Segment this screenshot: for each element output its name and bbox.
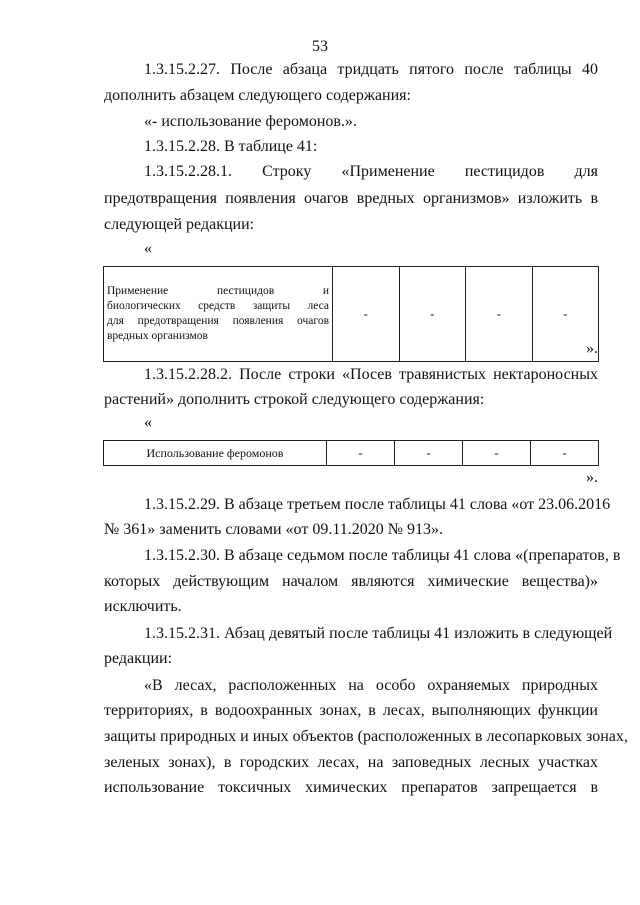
table-cell: -: [466, 267, 533, 362]
table-cell-line: Применение пестицидов и: [107, 285, 329, 297]
table-cell-line: для предотвращения появления очагов: [107, 315, 329, 327]
paragraph-line: зеленых зонах), в городских лесах, на заповедных лесных участках: [104, 754, 598, 771]
table-cell: -: [463, 441, 531, 466]
table-cell: -: [333, 267, 400, 362]
paragraph-line: 1.3.15.2.28.1. Строку «Применение пестицидов для: [144, 163, 598, 180]
table-row-pheromones: [103, 440, 599, 466]
paragraph-line: 1.3.15.2.28. В таблице 41:: [144, 138, 318, 155]
table-cell: -: [399, 267, 466, 362]
close-quote: ».: [586, 340, 598, 357]
paragraph-line: «- использование феромонов.».: [144, 113, 357, 130]
paragraph-line: предотвращения появления очагов вредных организмов» изложить в: [104, 190, 598, 207]
table-cell-line: вредных организмов: [107, 330, 208, 342]
paragraph-line: использование токсичных химических препаратов запрещается в: [104, 779, 598, 796]
table-cell: -: [532, 267, 599, 362]
paragraph-line: 1.3.15.2.29. В абзаце третьем после таблицы 41 слова «от 23.06.2016: [144, 496, 611, 513]
table-cell-name: Использование феромонов: [104, 441, 327, 466]
paragraph-line: «В лесах, расположенных на особо охраняемых природных: [144, 677, 598, 694]
table-cell: -: [395, 441, 463, 466]
open-quote: «: [144, 240, 152, 257]
paragraph-line: 1.3.15.2.31. Абзац девятый после таблицы 41 изложить в следующей: [144, 625, 613, 642]
open-quote: «: [144, 414, 152, 431]
paragraph-line: территориях, в водоохранных зонах, в лесах, выполняющих функции: [104, 702, 598, 719]
paragraph-line: исключить.: [104, 598, 182, 615]
paragraph-line: дополнить абзацем следующего содержания:: [104, 87, 411, 104]
paragraph-line: 1.3.15.2.30. В абзаце седьмом после таблицы 41 слова «(препаратов, в: [144, 547, 621, 564]
table-row-pesticides: [103, 266, 599, 362]
close-quote: ».: [586, 469, 598, 486]
paragraph-line: следующей редакции:: [104, 216, 255, 233]
paragraph-line: растений» дополнить строкой следующего содержания:: [104, 391, 485, 408]
paragraph-line: редакции:: [104, 650, 173, 667]
paragraph-line: которых действующим началом являются химические вещества)»: [104, 573, 598, 590]
table-cell-line: биологических средств защиты леса: [107, 300, 329, 312]
paragraph-line: № 361» заменить словами «от 09.11.2020 № 913».: [104, 521, 443, 538]
paragraph-line: 1.3.15.2.28.2. После строки «Посев травянистых нектароносных: [144, 366, 598, 383]
table-cell: -: [327, 441, 395, 466]
page-number: 53: [312, 38, 328, 55]
paragraph-line: 1.3.15.2.27. После абзаца тридцать пятого после таблицы 40: [144, 61, 598, 78]
table-cell: -: [531, 441, 599, 466]
table-cell-name: [104, 267, 333, 362]
paragraph-line: защиты природных и иных объектов (расположенных в лесопарковых зонах,: [104, 728, 628, 745]
